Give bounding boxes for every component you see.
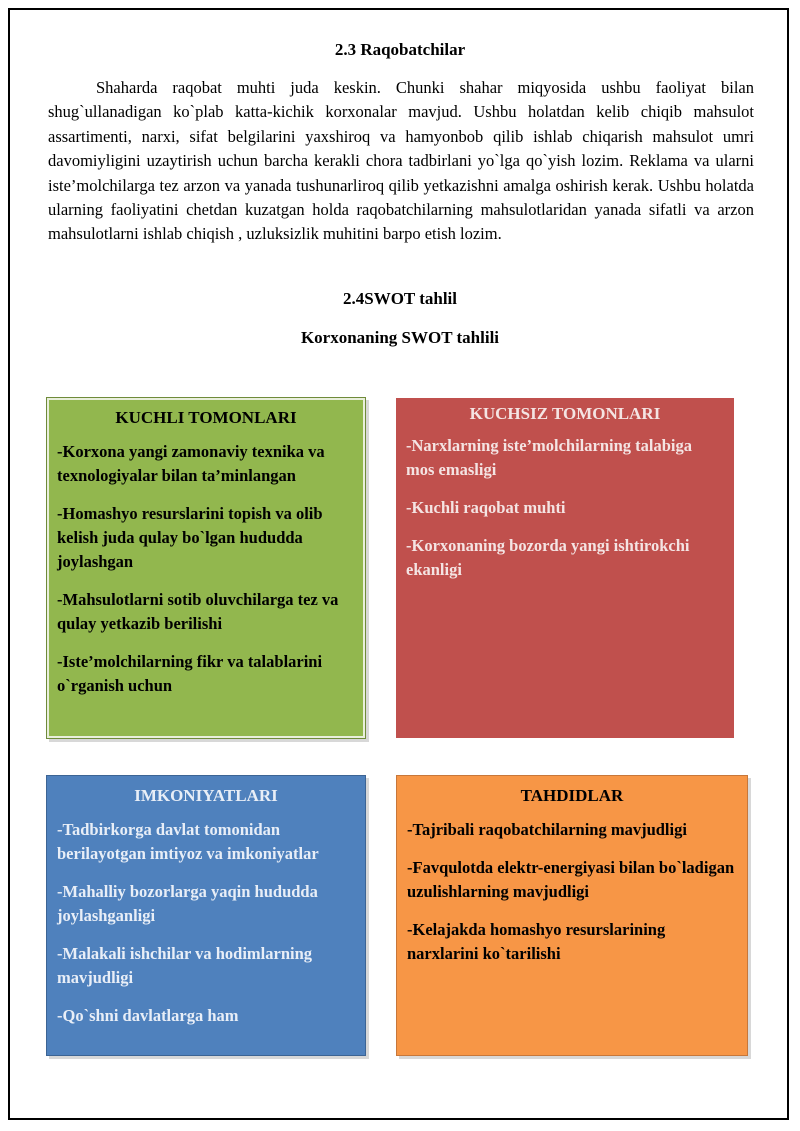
weakness-item: -Korxonaning bozorda yangi ishtirokchi ekanligi [406,536,690,579]
strength-item: -Iste’molchilarning fikr va talablarini o`rganish uchun [57,652,323,695]
swot-threats-box [396,775,748,1056]
swot-weaknesses-box [396,398,734,738]
weaknesses-title: KUCHSIZ TOMONLARI [469,404,661,423]
opportunity-item: -Mahalliy bozorlarga yaqin hududda joylashganligi [57,882,318,925]
section-heading-swot: 2.4SWOT tahlil [343,289,457,308]
competitors-paragraph: Shaharda raqobat muhti juda keskin. Chunki shahar miqyosida ushbu faoliyat bilan shug`ullanadigan ko`plab katta-kichik korxonalar mavjud. Ushbu holatdan kelib chiqib mahsulot assartimenti, narxi, sifat belgilarini yaxshiroq va hamyonbob qilib ishlab chiqarish mahsulot umri davomiyligini uzaytirish uchun barcha kerakli chora tadbirlani yo`lga qo`yish lozim. Reklama va ularni iste’molchilarga tez arzon va yanada tushunarliroq qilib yetkazishni amalga oshirish kerak. Ushbu holatda ularning faoliyatini chetdan kuzatgan holda raqobatchilarning mahsulotlaridan yanada sifatli va arzon mahsulotlarni ishlab chiqish , uzluksizlik muhitini barpo etish lozim. [48,78,754,244]
threats-title: TAHDIDLAR [520,786,624,805]
opportunity-item: -Malakali ishchilar va hodimlarning mavjudligi [57,944,313,987]
strengths-title: KUCHLI TOMONLARI [115,408,297,427]
weakness-item: -Kuchli raqobat muhti [406,498,566,517]
strength-item: -Korxona yangi zamonaviy texnika va texnologiyalar bilan ta’minlangan [57,442,325,485]
threat-item: -Kelajakda homashyo resurslarining narxlarini ko`tarilishi [407,920,666,963]
weakness-item: -Narxlarning iste’molchilarning talabiga mos emasligi [406,436,692,479]
opportunity-item: -Tadbirkorga davlat tomonidan berilayotgan imtiyoz va imkoniyatlar [57,820,319,863]
opportunities-title: IMKONIYATLARI [134,786,278,805]
strength-item: -Homashyo resurslarini topish va olib kelish juda qulay bo`lgan hududda joylashgan [57,504,323,571]
strength-item: -Mahsulotlarni sotib oluvchilarga tez va qulay yetkazib berilishi [57,590,339,633]
threat-item: -Favqulotda elektr-energiyasi bilan bo`ladigan uzulishlarning mavjudligi [407,858,735,901]
opportunity-item: -Qo`shni davlatlarga ham [57,1006,239,1025]
section-heading-competitors: 2.3 Raqobatchilar [334,40,466,59]
swot-strengths-box [46,397,366,739]
threat-item: -Tajribali raqobatchilarning mavjudligi [407,820,687,839]
swot-subtitle: Korxonaning SWOT tahlili [300,328,500,347]
swot-opportunities-box [46,775,366,1056]
